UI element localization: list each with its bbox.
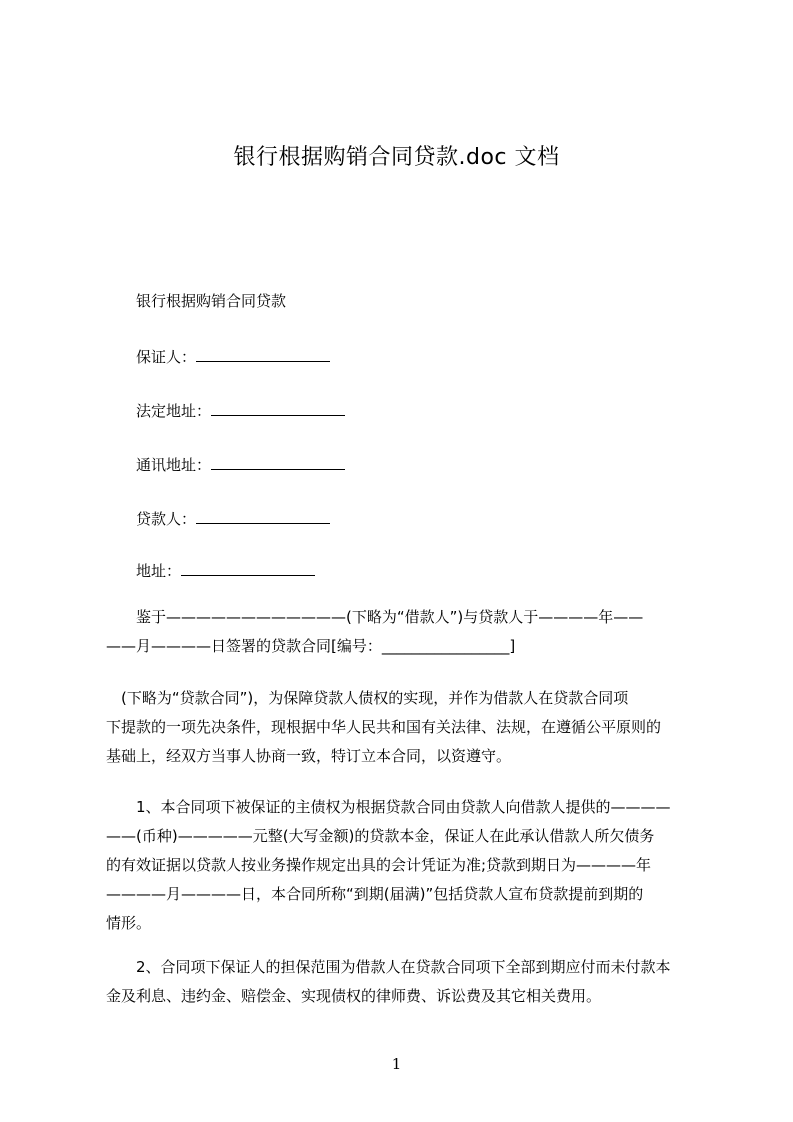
field-label: 贷款人： xyxy=(136,510,197,528)
paragraph-line: 金及利息、违约金、赔偿金、实现债权的律师费、诉讼费及其它相关费用。 xyxy=(106,987,602,1005)
page-number: 1 xyxy=(391,1055,402,1073)
paragraph-line: 2、合同项下保证人的担保范围为借款人在贷款合同项下全部到期应付而未付款本 xyxy=(106,958,671,976)
contract-heading: 银行根据购销合同贷款 xyxy=(136,292,287,310)
paragraph-line: (下略为“贷款合同”)，为保障贷款人债权的实现，并作为借款人在贷款合同项 xyxy=(106,689,629,707)
paragraph-line: 情形。 xyxy=(106,914,152,932)
paragraph-line: 的有效证据以贷款人按业务操作规定出具的会计凭证为准;贷款到期日为————年 xyxy=(106,856,652,874)
field-mailing-address xyxy=(136,454,734,475)
field-label: 地址： xyxy=(136,562,182,580)
field-label: 法定地址： xyxy=(136,402,212,420)
field-guarantor xyxy=(136,346,734,367)
paragraph-whereas xyxy=(106,603,704,661)
field-label: 保证人： xyxy=(136,348,197,366)
paragraph-line: 鉴于————————————(下略为“借款人”)与贷款人于————年—— xyxy=(106,608,644,626)
paragraph-purpose xyxy=(106,684,704,771)
paragraph-clause-1 xyxy=(106,793,704,938)
field-address xyxy=(136,560,734,581)
paragraph-line: 基础上，经双方当事人协商一致，特订立本合同，以资遵守。 xyxy=(106,747,512,765)
paragraph-line: 下提款的一项先决条件，现根据中华人民共和国有关法律、法规，在遵循公平原则的 xyxy=(106,718,662,736)
paragraph-clause-2 xyxy=(106,953,704,1011)
field-label: 通讯地址： xyxy=(136,456,212,474)
blank-line xyxy=(196,347,330,362)
blank-line xyxy=(211,401,345,416)
blank-line xyxy=(211,455,345,470)
paragraph-line: ——(币种)—————元整(大写金额)的贷款本金，保证人在此承认借款人所欠债务 xyxy=(106,827,655,845)
paragraph-line: 1、本合同项下被保证的主债权为根据贷款合同由贷款人向借款人提供的———— xyxy=(106,798,671,816)
blank-line xyxy=(196,509,330,524)
paragraph-line: ————月————日，本合同所称“到期(届满)”包括贷款人宣布贷款提前到期的 xyxy=(106,885,644,903)
field-lender xyxy=(136,508,734,529)
field-legal-address xyxy=(136,400,734,421)
blank-line xyxy=(181,561,315,576)
document-title: 银行根据购销合同贷款.doc 文档 xyxy=(233,145,560,170)
paragraph-line: ——月————日签署的贷款合同[编号：_________________] xyxy=(106,637,516,655)
